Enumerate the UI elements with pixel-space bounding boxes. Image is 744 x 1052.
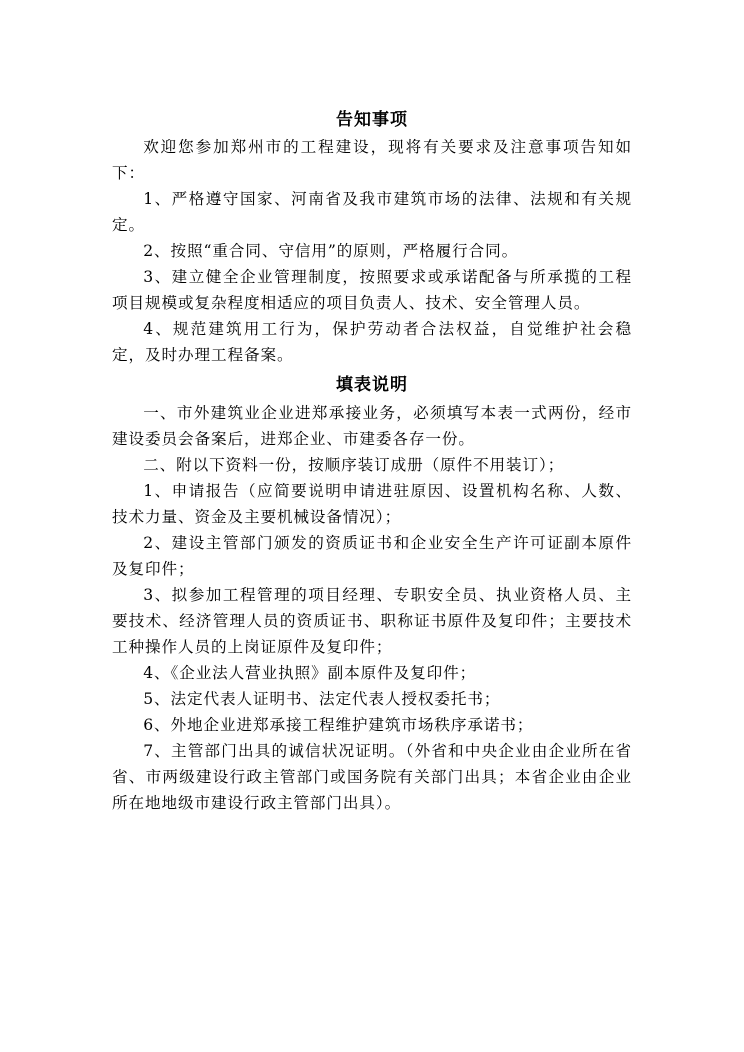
notice-section (112, 106, 632, 368)
instructions-paragraph: 3、拟参加工程管理的项目经理、专职安全员、执业资格人员、主要技术、经济管理人员的资质证书、职称证书原件及复印件；主要技术工种操作人员的上岗证原件及复印件； (112, 586, 632, 656)
instructions-paragraph: 7、主管部门出具的诚信状况证明。（外省和中央企业由企业所在省省、市两级建设行政主管部门或国务院有关部门出具；本省企业由企业所在地地级市建设行政主管部门出具）。 (112, 742, 632, 812)
instructions-paragraph: 4、《企业法人营业执照》副本原件及复印件； (143, 664, 477, 682)
notice-paragraph: 4、规范建筑用工行为，保护劳动者合法权益，自觉维护社会稳定，及时办理工程备案。 (112, 320, 632, 364)
notice-paragraph: 欢迎您参加郑州市的工程建设，现将有关要求及注意事项告知如下： (112, 138, 632, 182)
document-page (112, 106, 632, 816)
instructions-paragraph: 2、建设主管部门颁发的资质证书和企业安全生产许可证副本原件及复印件； (112, 534, 632, 578)
instructions-paragraph: 二、附以下资料一份，按顺序装订成册（原件不用装订）； (143, 456, 565, 474)
notice-paragraph: 1、严格遵守国家、河南省及我市建筑市场的法律、法规和有关规定。 (112, 190, 632, 234)
instructions-paragraph: 一、市外建筑业企业进郑承接业务，必须填写本表一式两份，经市建设委员会备案后，进郑企业、市建委各存一份。 (112, 404, 632, 448)
instructions-section (112, 371, 632, 816)
notice-paragraph: 3、建立健全企业管理制度，按照要求或承诺配备与所承揽的工程项目规模或复杂程度相适应的项目负责人、技术、安全管理人员。 (112, 268, 632, 312)
notice-paragraph: 2、按照“重合同、守信用”的原则，严格履行合同。 (143, 242, 519, 260)
notice-title: 告知事项 (336, 110, 408, 130)
instructions-paragraph: 5、法定代表人证明书、法定代表人授权委托书； (143, 690, 501, 708)
instructions-paragraph: 6、外地企业进郑承接工程维护建筑市场秩序承诺书； (143, 716, 534, 734)
instructions-title: 填表说明 (336, 375, 408, 395)
instructions-paragraph: 1、申请报告（应简要说明申请进驻原因、设置机构名称、人数、技术力量、资金及主要机械设备情况）； (112, 482, 632, 526)
